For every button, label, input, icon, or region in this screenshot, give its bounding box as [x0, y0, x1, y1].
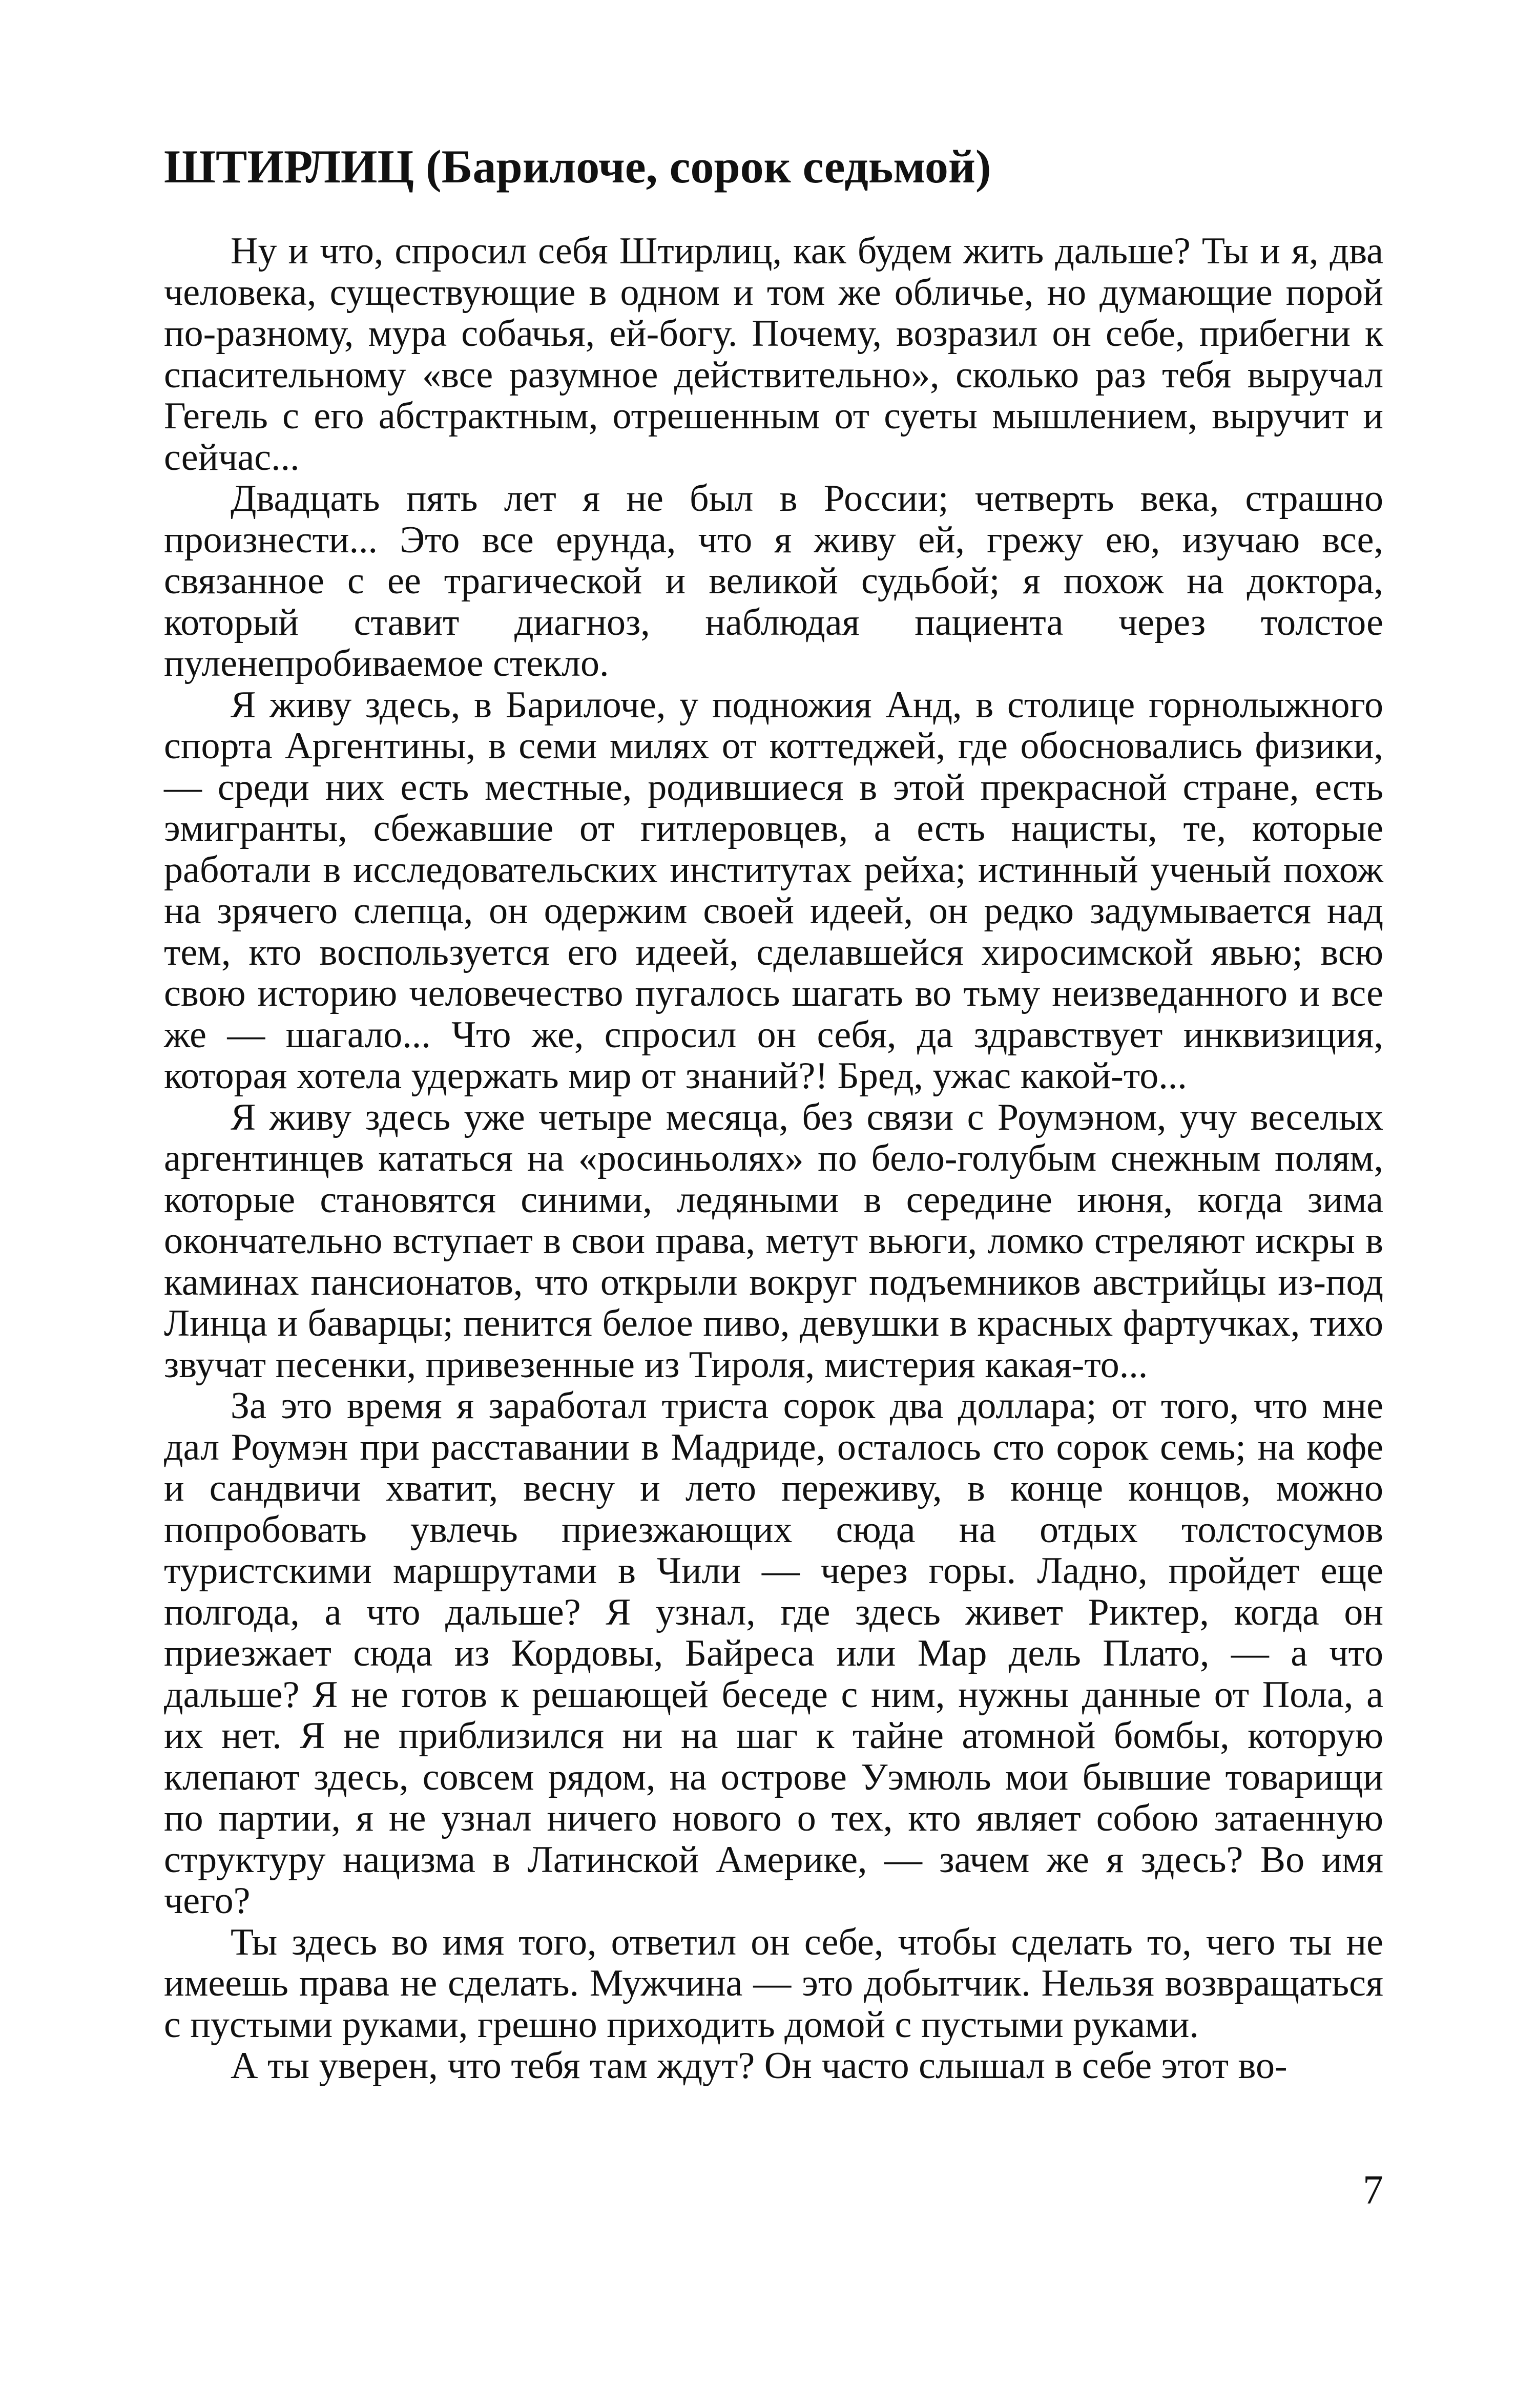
- paragraph-3: Я живу здесь, в Барилоче, у подножия Анд, в столице горнолыжного спорта Аргентины, в семи милях от коттеджей, где обосновались физики, — среди них есть местные, родившиеся в этой прекрасной стране, есть эмигранты, сбежавшие от гитлеровцев, а есть нацисты, те, которые работали в исследовательских институтах рейха; истинный ученый похож на зрячего слепца, он одержим своей идеей, он редко задумывается над тем, кто воспользуется его идеей, сделавшейся хиросимской явью; всю свою историю человечество пугалось шагать во тьму неизведанного и все же — шагало... Что же, спросил он себя, да здравствует инквизиция, которая хотела удержать мир от знаний?! Бред, ужас какой-то...: [164, 683, 1383, 1097]
- paragraph-5: За это время я заработал триста сорок два доллара; от того, что мне дал Роумэн при расставании в Мадриде, осталось сто сорок семь; на кофе и сандвичи хватит, весну и лето переживу, в конце концов, можно попробовать увлечь приезжающих сюда на отдых толстосумов туристскими маршрутами в Чили — через горы. Ладно, пройдет еще полгода, а что дальше? Я узнал, где здесь живет Риктер, когда он приезжает сюда из Кордовы, Байреса или Мар дель Плато, — а что дальше? Я не готов к решающей беседе с ним, нужны данные от Пола, а их нет. Я не приблизился ни на шаг к тайне атомной бомбы, которую клепают здесь, совсем рядом, на острове Уэмюль мои бывшие товарищи по партии, я не узнал ничего нового о тех, кто являет собою затаенную структуру нацизма в Латинской Америке, — зачем же я здесь? Во имя чего?: [164, 1385, 1383, 1922]
- chapter-title: ШТИРЛИЦ (Барилоче, сорок седьмой): [164, 140, 991, 193]
- paragraph-6: Ты здесь во имя того, ответил он себе, чтобы сделать то, чего ты не имеешь права не сделать. Мужчина — это добытчик. Нельзя возвращаться с пустыми руками, грешно приходить домой с пустыми руками.: [164, 1921, 1383, 2046]
- paragraph-4: Я живу здесь уже четыре месяца, без связи с Роумэном, учу веселых аргентинцев кататься на «росиньолях» по бело-голубым снежным полям, которые становятся синими, ледяными в середине июня, когда зима окончательно вступает в свои права, метут вьюги, ломко стреляют искры в каминах пансионатов, что открыли вокруг подъемников австрийцы из-под Линца и баварцы; пенится белое пиво, девушки в красных фартучках, тихо звучат песенки, привезенные из Тироля, мистерия какая-то...: [164, 1096, 1383, 1386]
- page-number: 7: [1363, 2168, 1383, 2213]
- body-text: [164, 231, 1383, 2087]
- paragraph-1: Ну и что, спросил себя Штирлиц, как будем жить дальше? Ты и я, два человека, существующие в одном и том же обличье, но думающие порой по-разному, мура собачья, ей-богу. Почему, возразил он себе, прибегни к спасительному «все разумное действительно», сколько раз тебя выручал Гегель с его абстрактным, отрешенным от суеты мышлением, выручит и сейчас...: [164, 230, 1383, 479]
- paragraph-2: Двадцать пять лет я не был в России; четверть века, страшно произнести... Это все ерунда, что я живу ей, грежу ею, изучаю все, связанное с ее трагической и великой судьбой; я похож на доктора, который ставит диагноз, наблюдая пациента через толстое пуленепробиваемое стекло.: [164, 478, 1383, 684]
- paragraph-7: А ты уверен, что тебя там ждут? Он часто слышал в себе этот во-: [231, 2045, 1287, 2087]
